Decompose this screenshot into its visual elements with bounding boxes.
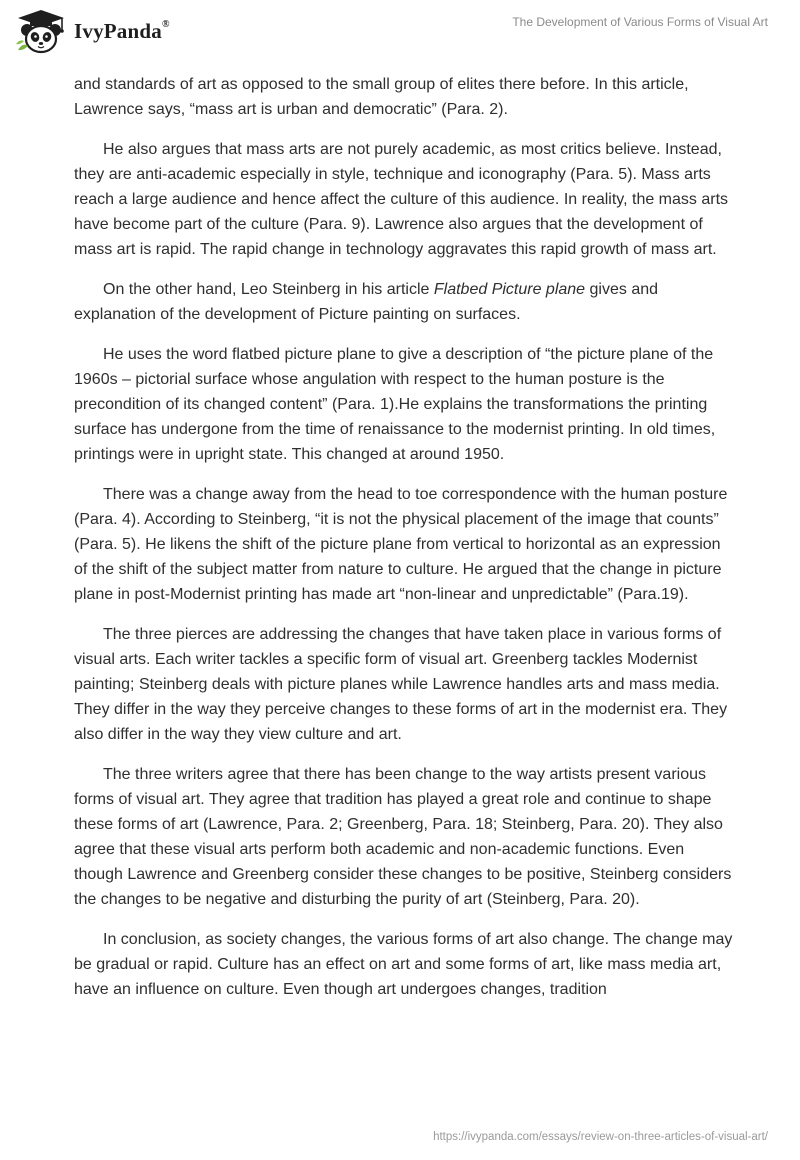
- logo[interactable]: [14, 8, 170, 56]
- paragraph-3: [74, 277, 734, 327]
- paragraph-4: He uses the word flatbed picture plane to give a description of “the picture plane of the 1960s – pictorial surface whose angulation with respect to the human posture is the precondition of its changed content” (Para. 1).He explains the transformations the printing surface has undergone from the time of renaissance to the modernist printing. In old times, printings were in upright state. This changed at around 1950.: [74, 346, 716, 463]
- registered-mark: ®: [161, 18, 170, 30]
- document-title: The Development of Various Forms of Visual Art: [512, 15, 768, 29]
- paragraph-8: In conclusion, as society changes, the various forms of art also change. The change may be gradual or rapid. Culture has an effect on art and some forms of art, like mass media art, have an influence on culture. Even though art undergoes changes, tradition: [74, 931, 733, 998]
- page-header: [0, 0, 800, 70]
- panda-graduate-icon: [14, 8, 68, 56]
- source-url[interactable]: https://ivypanda.com/essays/review-on-three-articles-of-visual-art/: [433, 1131, 768, 1143]
- paragraph-6: The three pierces are addressing the changes that have taken place in various forms of visual arts. Each writer tackles a specific form of visual art. Greenberg tackles Modernist painting; Steinberg deals with picture planes while Lawrence handles arts and mass media. They differ in the way they perceive changes to these forms of art in the modernist era. They also differ in the way they view culture and art.: [74, 626, 728, 743]
- paragraph-7: The three writers agree that there has been change to the way artists present various forms of visual art. They agree that tradition has played a great role and continue to shape these forms of art (Lawrence, Para. 2; Greenberg, Para. 18; Steinberg, Para. 20). They also agree that these visual arts perform both academic and non-academic functions. Even though Lawrence and Greenberg consider these changes to be positive, Steinberg considers the changes to be negative and disturbing the purity of art (Steinberg, Para. 20).: [74, 766, 732, 908]
- article-title-italic: Flatbed Picture plane: [433, 281, 586, 298]
- paragraph-5: There was a change away from the head to toe correspondence with the human posture (Para. 4). According to Steinberg, “it is not the physical placement of the image that counts” (Para. 5). He likens the shift of the picture plane from vertical to horizontal as an expression of the shift of the subject matter from nature to culture. He argued that the change in picture plane in post-Modernist printing has made art “non-linear and unpredictable” (Para.19).: [74, 486, 728, 603]
- essay-body: [74, 72, 734, 1017]
- paragraph-2: He also argues that mass arts are not purely academic, as most critics believe. Instead, they are anti-academic especially in style, technique and iconography (Para. 5). Mass arts reach a large audience and hence affect the culture of this audience. In reality, the mass arts have become part of the culture (Para. 9). Lawrence also argues that the development of mass art is rapid. The rapid change in technology aggravates this rapid growth of mass art.: [74, 141, 729, 258]
- brand-name: IvyPanda®: [74, 18, 170, 43]
- paragraph-3-text-before: On the other hand, Leo Steinberg in his article: [103, 281, 434, 298]
- paragraph-1: and standards of art as opposed to the small group of elites there before. In this article, Lawrence says, “mass art is urban and democratic” (Para. 2).: [74, 76, 689, 118]
- paragraph-3-text-after: gives and explanation of the development of Picture painting on surfaces.: [74, 281, 659, 323]
